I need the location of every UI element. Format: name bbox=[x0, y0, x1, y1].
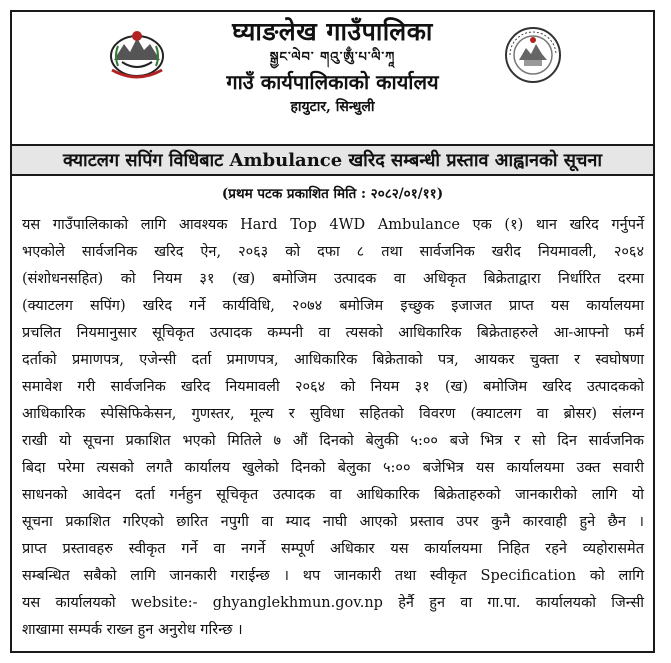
office-address: हायुटार, सिन्धुली bbox=[290, 99, 375, 115]
body-line: दर्ताको प्रमाणपत्र, एजेन्सी दर्ता प्रमाणपत्र, आधिकारिक बिक्रेताको पत्र, आयकर चुक्ता र स्वघोषणा bbox=[22, 352, 644, 368]
body-line: समावेश गरी सार्वजनिक खरिद नियमावली २०६४ को नियम ३१ (ख) बमोजिम खरिद उत्पादकको bbox=[22, 379, 644, 395]
body-line: सम्बन्धित सबैको लागि जानकारी गराईन्छ । थप जानकारी तथा स्वीकृत Specification को लागि bbox=[22, 568, 644, 584]
notice-title: क्याटलग सपिंग विधिबाट Ambulance खरिद सम्बन्धी प्रस्ताव आह्वानको सूचना bbox=[62, 150, 603, 171]
published-date: (प्रथम पटक प्रकाशित मिति : २०८२/०१/११) bbox=[221, 186, 444, 202]
body-line: बिदा परेमा त्यसको लगतै कार्यालय खुलेको दिनको बेलुका ५:०० बजेभित्र यस कार्यालयमा उक्त सवारी bbox=[22, 460, 644, 476]
municipality-name-tibetan: སྒྱང་ལེབ་ གའུ་ཨུྃ་པ་ལི་ཀཱ bbox=[269, 50, 396, 65]
title-band bbox=[12, 144, 653, 176]
body-line: (संशोधनसहित) को नियम ३१ (ख) बमोजिम उत्पादक वा अधिकृत बिक्रेताद्वारा निर्धारित दरमा bbox=[22, 271, 644, 287]
body-line: राखी यो सूचना प्रकाशित भएको मितिले ७ औं दिनको बेलुकी ५:०० बजे भित्र र सो दिन सार्वजनिक bbox=[22, 433, 644, 449]
body-line: आधिकारिक स्पेसिफिकेसन, गुणस्तर, मूल्य र सुविधा सहितको विवरण (क्याटलग वा ब्रोसर) संलग्न bbox=[22, 406, 644, 422]
municipality-name: घ्याङलेख गाउँपालिका bbox=[232, 17, 433, 46]
body-line: (क्याटलग सपिंग) खरिद गर्ने कार्यविधि, २०७४ बमोजिम इच्छुक इजाजत प्राप्त यस कार्यालयमा bbox=[22, 298, 644, 314]
body-line: यस कार्यालयको website:- ghyanglekhmun.gov.np हेर्नै हुन वा गा.पा. कार्यालयको जिन्सी bbox=[22, 595, 644, 611]
body-line: सूचना प्रकाशित गरिएको छारित नपुगी वा म्याद नाघी आएको प्रस्ताव उपर कुनै कारवाही हुने छैन । bbox=[22, 514, 644, 530]
body-line: भएकोले सार्वजनिक खरिद ऐन, २०६३ को दफा ८ तथा सार्वजनिक खरीद नियमावली, २०६४ bbox=[22, 244, 644, 260]
letterhead bbox=[12, 16, 653, 118]
body-line: साधनको आवेदन दर्ता गर्नहुन सूचिकृत उत्पादक वा आधिकारिक बिक्रेताहरुको जानकारीको लागि यो bbox=[22, 487, 644, 503]
body-line: यस गाउँपालिकाको लागि आवश्यक Hard Top 4WD Ambulance एक (१) थान खरिद गर्नुपर्ने bbox=[22, 217, 644, 233]
notice-document bbox=[10, 10, 655, 653]
body-line: शाखामा सम्पर्क राख्न हुन अनुरोध गरिन्छ । bbox=[22, 622, 243, 638]
body-line: प्राप्त प्रस्तावहरु स्वीकृत गर्ने वा नगर्ने सम्पूर्ण अधिकार यस कार्यालयमा निहित रहने व्यहोरासमेत bbox=[22, 541, 644, 557]
body-line: प्रचलित नियमानुसार सूचिकृत उत्पादक कम्पनी वा त्यसको आधिकारिक बिक्रेताहरुले आ-आफ्नो फर्म bbox=[22, 325, 644, 341]
office-name: गाउँ कार्यपालिकाको कार्यालय bbox=[226, 70, 439, 94]
notice-body bbox=[22, 212, 644, 644]
